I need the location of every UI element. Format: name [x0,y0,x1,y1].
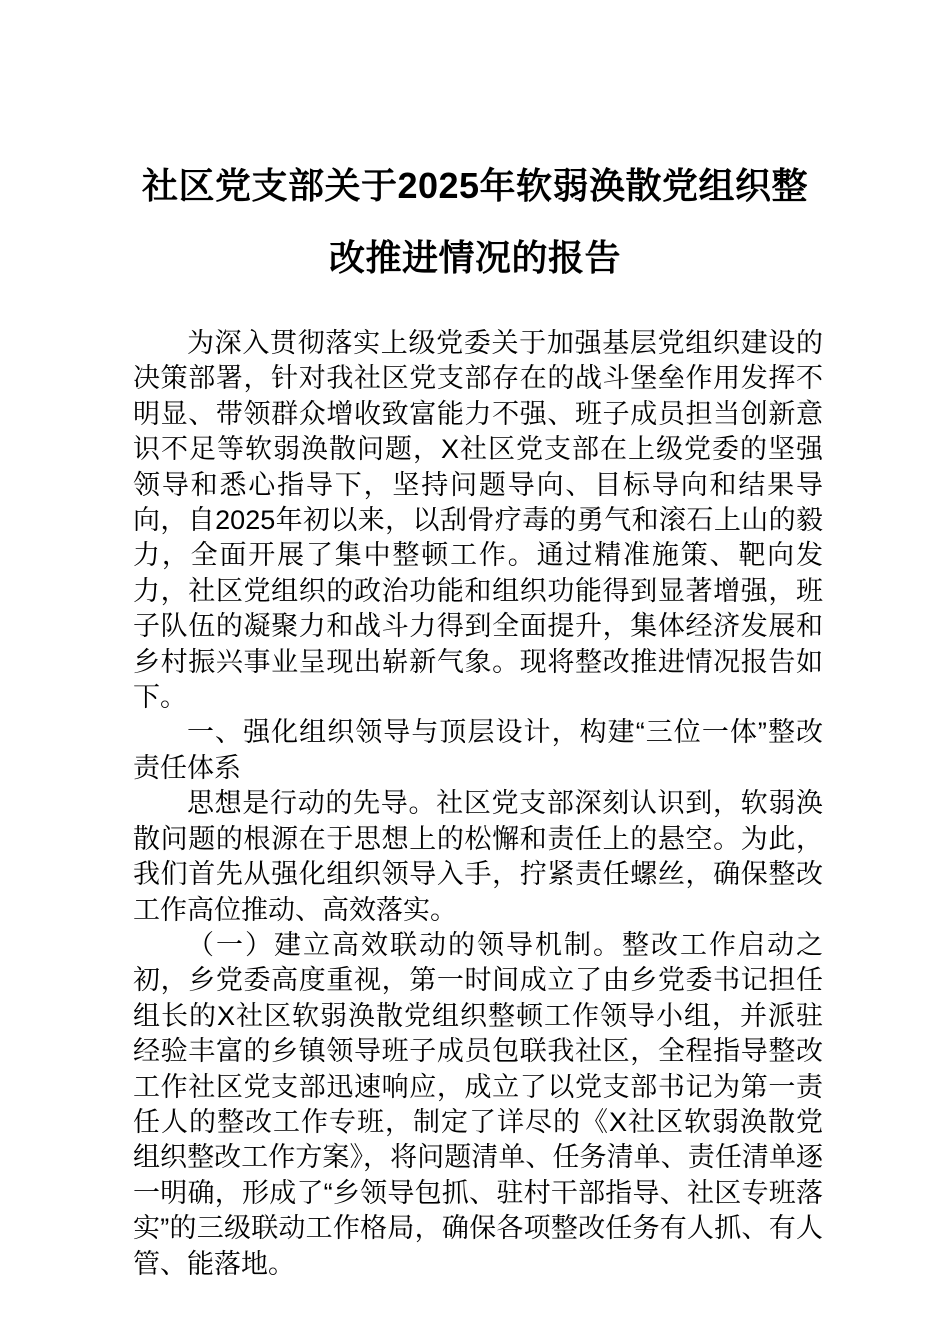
intro-paragraph: 为深入贯彻落实上级党委关于加强基层党组织建设的决策部署，针对我社区党支部存在的战斗堡垒作用发挥不明显、带领群众增收致富能力不强、班子成员担当创新意识不足等软弱涣散问题，X社区党支部在上级党委的坚强领导和悉心指导下，坚持问题导向、目标导向和结果导向，自2025年初以来，以刮骨疗毒的勇气和滚石上山的毅力，全面开展了集中整顿工作。通过精准施策、靶向发力，社区党组织的政治功能和组织功能得到显著增强，班子队伍的凝聚力和战斗力得到全面提升，集体经济发展和乡村振兴事业呈现出崭新气象。现将整改推进情况报告如下。 [133,328,823,713]
document-title: 社区党支部关于2025年软弱涣散党组织整改推进情况的报告 [141,165,809,278]
section-1-paragraph-2: （一）建立高效联动的领导机制。整改工作启动之初，乡党委高度重视，第一时间成立了由乡党委书记担任组长的X社区软弱涣散党组织整顿工作领导小组，并派驻经验丰富的乡镇领导班子成员包联我社区，全程指导整改工作社区党支部迅速响应，成立了以党支部书记为第一责任人的整改工作专班，制定了详尽的《X社区软弱涣散党组织整改工作方案》，将问题清单、任务清单、责任清单逐一明确，形成了“乡领导包抓、驻村干部指导、社区专班落实”的三级联动工作格局，确保各项整改任务有人抓、有人管、能落地。 [133,929,823,1279]
document-body [133,326,823,1282]
section-1-paragraph-1: 思想是行动的先导。社区党支部深刻认识到，软弱涣散问题的根源在于思想上的松懈和责任上的悬空。为此，我们首先从强化组织领导入手，拧紧责任螺丝，确保整改工作高位推动、高效落实。 [133,788,823,925]
section-1-heading: 一、强化组织领导与顶层设计，构建“三位一体”整改责任体系 [133,717,823,783]
